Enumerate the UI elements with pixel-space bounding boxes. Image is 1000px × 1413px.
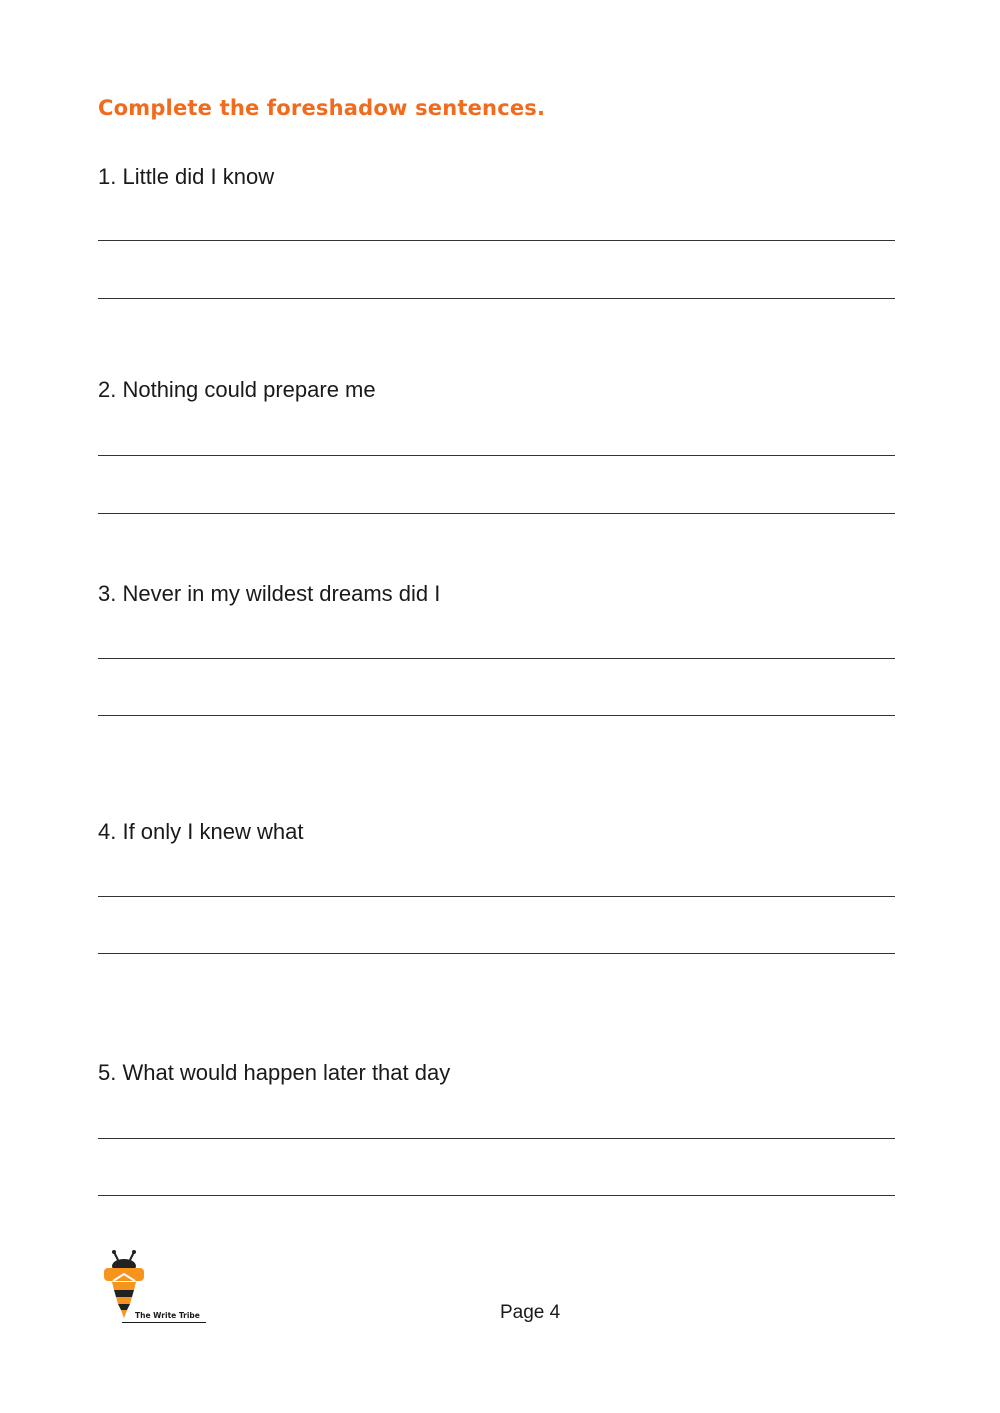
page-number: Page 4 bbox=[500, 1302, 561, 1323]
question-2-answer-line-1[interactable] bbox=[98, 455, 895, 456]
question-4-answer-line-1[interactable] bbox=[98, 896, 895, 897]
logo-underline bbox=[122, 1322, 206, 1323]
question-2-prompt: 2. Nothing could prepare me bbox=[98, 377, 376, 402]
question-4-answer-line-2[interactable] bbox=[98, 953, 895, 954]
question-1-answer-line-2[interactable] bbox=[98, 298, 895, 299]
question-5-prompt: 5. What would happen later that day bbox=[98, 1060, 451, 1085]
logo-text: The Write Tribe bbox=[135, 1311, 200, 1320]
write-tribe-logo bbox=[100, 1250, 210, 1326]
bee-logo-icon bbox=[100, 1250, 150, 1320]
question-3-answer-line-2[interactable] bbox=[98, 715, 895, 716]
question-1-prompt: 1. Little did I know bbox=[98, 164, 275, 189]
question-4-prompt: 4. If only I knew what bbox=[98, 819, 304, 844]
question-5-answer-line-2[interactable] bbox=[98, 1195, 895, 1196]
question-2-answer-line-2[interactable] bbox=[98, 513, 895, 514]
worksheet-title: Complete the foreshadow sentences. bbox=[98, 96, 546, 120]
question-5-answer-line-1[interactable] bbox=[98, 1138, 895, 1139]
question-3-answer-line-1[interactable] bbox=[98, 658, 895, 659]
question-1-answer-line-1[interactable] bbox=[98, 240, 895, 241]
question-3-prompt: 3. Never in my wildest dreams did I bbox=[98, 581, 441, 606]
